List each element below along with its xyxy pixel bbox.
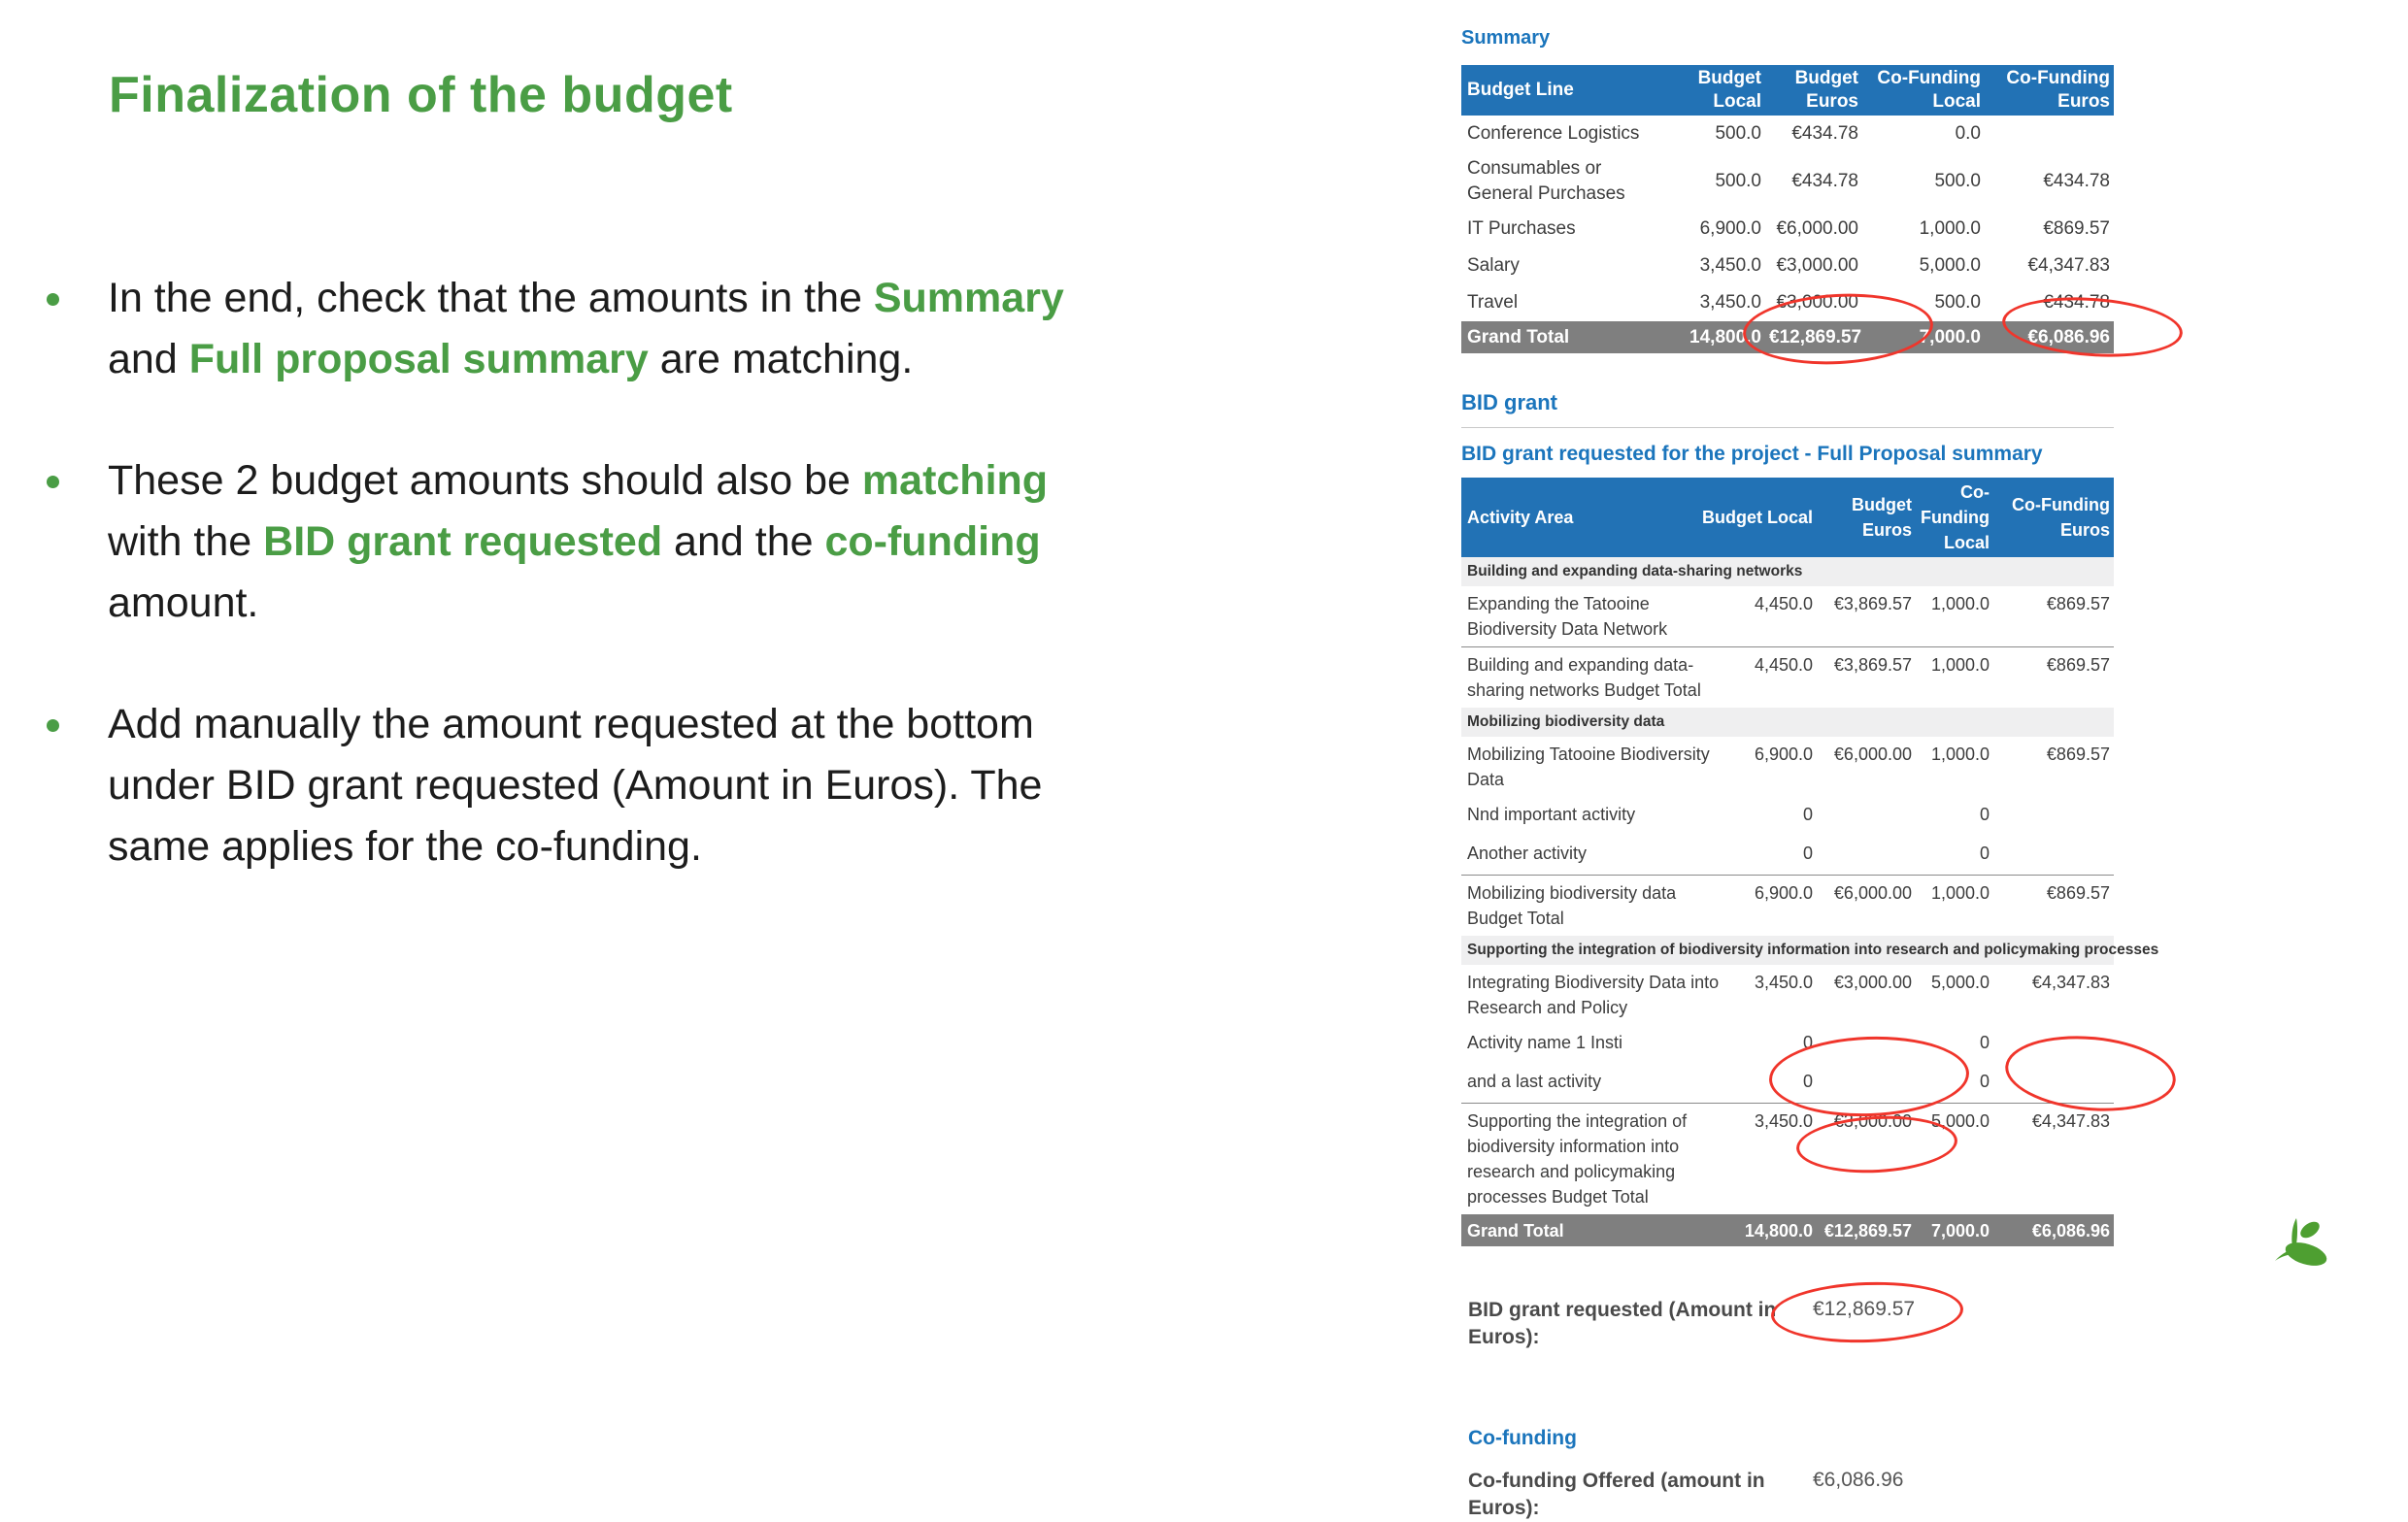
grand-total-row: [1461, 1214, 2114, 1246]
table-cell: 0: [1979, 805, 1990, 824]
table-cell: 7,000.0: [1919, 326, 1981, 347]
table-cell: 6,900.0: [1699, 218, 1761, 239]
table-cell: Nnd important activity: [1467, 805, 1636, 824]
table-cell: Grand Total: [1467, 1220, 1564, 1241]
table-cell: [1993, 839, 2114, 843]
full-proposal-heading: BID grant requested for the project - Full Proposal summary: [1461, 443, 2043, 465]
cofunding-heading: Co-funding: [1468, 1427, 1577, 1449]
section-label: Mobilizing biodiversity data: [1467, 713, 1665, 730]
column-header: Co-Funding Euros: [2006, 68, 2110, 112]
table-cell: Activity name 1 Insti: [1467, 1033, 1623, 1052]
section-row: [1461, 708, 2114, 737]
table-cell: 3,450.0: [1699, 292, 1761, 313]
bullet-item: [47, 694, 1406, 877]
table-cell: Integrating Biodiversity Data into Research and Policy: [1467, 973, 1720, 1017]
table-cell: €434.78: [1791, 171, 1858, 191]
table-cell: €3,869.57: [1833, 594, 1912, 613]
table-cell: 4,450.0: [1754, 594, 1813, 613]
bullet-item: [47, 450, 1406, 634]
bullet-item: [47, 268, 1406, 390]
table-cell: €12,869.57: [1823, 1220, 1912, 1241]
column-header: Co-Funding Local: [1877, 68, 1981, 112]
table-cell: €869.57: [2046, 655, 2110, 675]
section-row: [1461, 557, 2114, 586]
cofunding-label-clipped-line: [1468, 1495, 1800, 1519]
page-title: Finalization of the budget: [109, 67, 733, 123]
table-row: [1461, 965, 2114, 1025]
table-cell: 0.0: [1955, 123, 1981, 144]
table-cell: Salary: [1467, 255, 1520, 276]
cofunding-label-line1: Co-funding Offered (amount in: [1468, 1470, 1765, 1492]
table-cell: Supporting the integration of biodiversity information into research and policymaking processes Budget Total: [1467, 1111, 1688, 1207]
table-cell: 3,450.0: [1754, 973, 1813, 992]
table-cell: Grand Total: [1467, 326, 1570, 347]
table-cell: €6,000.00: [1833, 883, 1912, 903]
table-cell: [1985, 132, 2114, 136]
table-row: [1461, 646, 2114, 708]
table-cell: 1,000.0: [1930, 594, 1990, 613]
table-cell: Conference Logistics: [1467, 123, 1640, 144]
bullet-text: These 2 budget amounts should also be matching with the BID grant requested and the co-funding amount.: [108, 457, 1049, 626]
table-cell: 0: [1979, 1033, 1990, 1052]
table-cell: Building and expanding data-sharing networks Budget Total: [1467, 655, 1701, 700]
column-header: Budget Local: [1701, 508, 1813, 527]
bullet-list: [47, 268, 1406, 938]
column-header: Budget Local: [1697, 68, 1761, 112]
table-cell: 0: [1802, 1033, 1813, 1052]
section-row: [1461, 936, 2159, 965]
table-row: [1461, 836, 2114, 875]
table-cell: 500.0: [1934, 292, 1981, 313]
table-cell: €869.57: [2046, 883, 2110, 903]
table-cell: €6,000.00: [1776, 218, 1858, 239]
table-cell: Mobilizing Tatooine Biodiversity Data: [1467, 744, 1710, 789]
table-cell: 14,800.0: [1744, 1220, 1813, 1241]
table-cell: €869.57: [2046, 594, 2110, 613]
table-row: [1461, 152, 2114, 211]
table-cell: 0: [1979, 1072, 1990, 1091]
seedling-logo-icon: [2270, 1215, 2328, 1274]
table-row: [1461, 586, 2114, 646]
section-label: Supporting the integration of biodiversity information into research and policymaking processes: [1467, 942, 2159, 958]
bullet-dot-icon: [47, 476, 59, 488]
table-cell: IT Purchases: [1467, 218, 1576, 239]
cofunding-offered-value: €6,086.96: [1813, 1469, 1904, 1491]
table-cell: 0: [1802, 844, 1813, 863]
table-row: [1461, 116, 2114, 152]
table-cell: [1817, 1028, 1916, 1032]
table-cell: [1993, 800, 2114, 804]
bullet-dot-icon: [47, 293, 59, 306]
table-cell: Mobilizing biodiversity data Budget Total: [1467, 883, 1677, 928]
table-cell: Expanding the Tatooine Biodiversity Data Network: [1467, 594, 1668, 639]
table-cell: €3,000.00: [1776, 255, 1858, 276]
table-cell: €6,086.96: [2031, 1220, 2110, 1241]
cofunding-offered-row: [1461, 1468, 2114, 1519]
column-header: Co-Funding Euros: [2012, 495, 2110, 540]
bid-grant-requested-value: €12,869.57: [1813, 1298, 1916, 1320]
cofunding-offered-label: [1461, 1468, 1800, 1519]
screenshot-panel: [1461, 0, 2159, 1519]
table-cell: Travel: [1467, 292, 1519, 313]
summary-heading: Summary: [1461, 27, 1551, 49]
table-cell: €4,347.83: [2031, 973, 2110, 992]
bullet-dot-icon: [47, 719, 59, 732]
table-cell: 3,450.0: [1754, 1111, 1813, 1131]
column-header: Budget Line: [1467, 80, 1574, 100]
bid-label-line1: BID grant requested (Amount in: [1468, 1299, 1777, 1321]
table-cell: €434.78: [2043, 171, 2110, 191]
table-cell: [1817, 800, 1916, 804]
table-cell: 1,000.0: [1919, 218, 1981, 239]
table-cell: €3,000.00: [1833, 973, 1912, 992]
table-cell: [1817, 839, 1916, 843]
bullet-text: Add manually the amount requested at the bottom under BID grant requested (Amount in Euros). The same applies for the co-funding.: [108, 701, 1043, 870]
column-header: Budget Euros: [1852, 495, 1912, 540]
table-cell: 1,000.0: [1930, 744, 1990, 764]
table-cell: 5,000.0: [1930, 973, 1990, 992]
table-cell: €12,869.57: [1769, 326, 1862, 347]
table-row: [1461, 248, 2114, 284]
column-header: Activity Area: [1467, 508, 1574, 527]
table-cell: 3,450.0: [1699, 255, 1761, 276]
table-row: [1461, 737, 2114, 797]
table-cell: €3,000.00: [1776, 292, 1858, 313]
table-cell: 4,450.0: [1754, 655, 1813, 675]
cofunding-label-line2: Euros):: [1468, 1497, 1540, 1519]
table-cell: 500.0: [1715, 171, 1761, 191]
table-cell: 5,000.0: [1919, 255, 1981, 276]
table-cell: 1,000.0: [1930, 655, 1990, 675]
table-row: [1461, 875, 2114, 936]
table-row: [1461, 211, 2114, 248]
table-cell: €3,869.57: [1833, 655, 1912, 675]
full-proposal-table: [1461, 478, 2159, 1246]
table-cell: 500.0: [1934, 171, 1981, 191]
table-cell: 1,000.0: [1930, 883, 1990, 903]
table-cell: 6,900.0: [1754, 744, 1813, 764]
table-cell: [1993, 1028, 2114, 1032]
table-cell: Consumables or General Purchases: [1467, 158, 1625, 204]
section-label: Building and expanding data-sharing networks: [1467, 563, 1803, 579]
table-cell: 7,000.0: [1930, 1220, 1990, 1241]
table-cell: €869.57: [2046, 744, 2110, 764]
table-cell: 6,900.0: [1754, 883, 1813, 903]
table-header-row: [1461, 478, 2114, 557]
table-cell: 0: [1979, 844, 1990, 863]
bid-grant-heading: BID grant: [1461, 390, 1557, 414]
column-header: Budget Euros: [1794, 68, 1858, 112]
bid-label-line2: Euros):: [1468, 1326, 1540, 1348]
table-cell: and a last activity: [1467, 1072, 1602, 1091]
table-row: [1461, 797, 2114, 836]
table-cell: €869.57: [2043, 218, 2110, 239]
table-cell: €3,000.00: [1833, 1111, 1912, 1131]
table-cell: 500.0: [1715, 123, 1761, 144]
table-row: [1461, 1103, 2114, 1214]
table-cell: 14,800.0: [1689, 326, 1761, 347]
table-cell: 0: [1802, 1072, 1813, 1091]
table-cell: 5,000.0: [1930, 1111, 1990, 1131]
table-cell: €434.78: [1791, 123, 1858, 144]
table-header-row: [1461, 65, 2114, 116]
bid-grant-requested-label: [1461, 1297, 1800, 1351]
table-cell: €4,347.83: [2027, 255, 2110, 276]
column-header: Co-Funding Local: [1921, 482, 1990, 552]
table-cell: €4,347.83: [2031, 1111, 2110, 1131]
table-cell: €434.78: [2043, 292, 2110, 313]
bullet-text: In the end, check that the amounts in the Summary and Full proposal summary are matching.: [108, 275, 1064, 382]
divider: [1461, 427, 2114, 428]
table-cell: Another activity: [1467, 844, 1588, 863]
table-cell: €6,000.00: [1833, 744, 1912, 764]
table-cell: 0: [1802, 805, 1813, 824]
table-cell: €6,086.96: [2027, 326, 2110, 347]
